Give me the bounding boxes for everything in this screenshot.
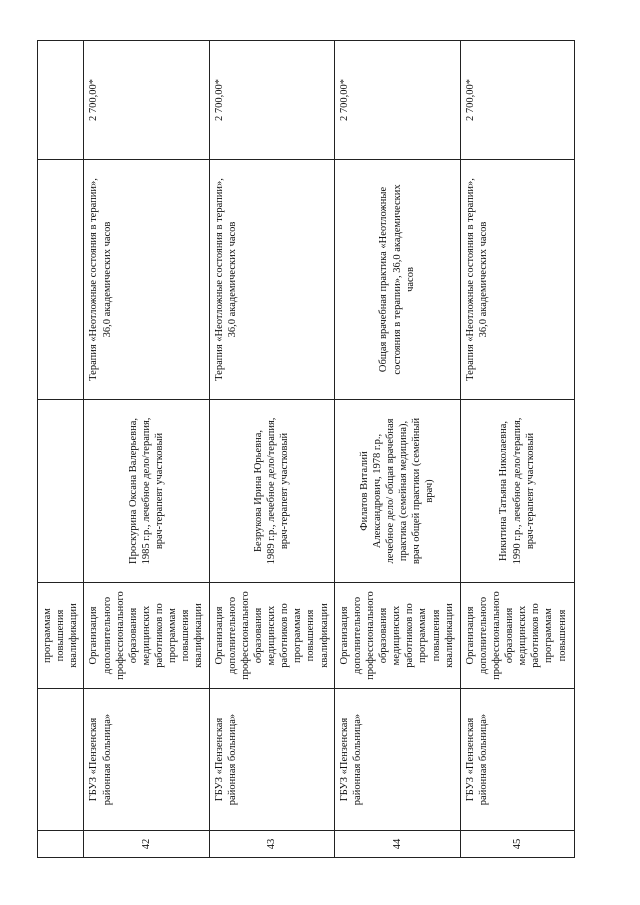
text-line: медицинских — [391, 605, 403, 666]
text-line: Организация — [88, 606, 100, 665]
text-line: 36,0 академических часов — [477, 221, 489, 338]
org-cell — [209, 689, 334, 831]
training-table — [37, 40, 575, 858]
text-line: районная больница» — [477, 713, 489, 806]
person-text — [358, 404, 437, 578]
cell-empty — [38, 689, 84, 831]
org-name — [213, 693, 239, 826]
text-line: программам — [543, 608, 555, 663]
text-line: дополнительного — [351, 596, 363, 675]
cell-empty — [38, 160, 84, 400]
text-line: районная больница» — [101, 713, 113, 806]
text-line: Терапия «Неотложные состояния в терапии», — [464, 178, 476, 381]
text-line: работников по — [154, 603, 165, 668]
text-line: квалификации — [68, 603, 80, 668]
cell-empty — [38, 400, 84, 583]
cell-empty — [38, 831, 84, 858]
row-number: 44 — [334, 831, 460, 858]
program-cell — [84, 583, 209, 689]
program-cell — [334, 583, 460, 689]
text-line: Организация — [338, 606, 350, 665]
text-line: повышения — [55, 609, 67, 662]
program-cell — [460, 583, 574, 689]
price-cell — [84, 41, 209, 160]
program-text — [87, 587, 205, 684]
table-row — [334, 41, 460, 858]
text-line: программам — [167, 608, 179, 663]
text-line: образования — [504, 607, 515, 664]
text-line: профессионального — [239, 591, 251, 680]
text-line: медицинских — [266, 605, 277, 666]
course-text — [377, 164, 416, 395]
text-line: ГБУЗ «Пензенская — [464, 717, 476, 802]
text-line: квалификации — [318, 603, 330, 668]
text-line: программам — [42, 608, 53, 663]
price-value: 2 700,00* — [464, 79, 476, 121]
course-cell — [209, 160, 334, 400]
text-line: врач общей практики (семейный — [411, 417, 423, 565]
text-line: профессионального — [364, 591, 376, 680]
text-line: Проскурина Оксана Валерьевна, — [127, 418, 139, 564]
text-line: Организация — [464, 606, 476, 665]
rotated-table-page — [37, 41, 568, 858]
person-cell — [334, 400, 460, 583]
text-line: лечебное дело/ общая врачебная — [385, 418, 396, 564]
course-cell — [460, 160, 574, 400]
course-text — [464, 164, 490, 395]
text-line: 1985 г.р., лечебное дело/терапия, — [140, 417, 152, 565]
text-line: повышения — [180, 609, 192, 662]
text-line: профессионального — [490, 591, 502, 680]
text-line: работников по — [404, 603, 416, 668]
price-cell — [460, 41, 574, 160]
person-cell — [460, 400, 574, 583]
text-line: образования — [378, 607, 389, 664]
person-text — [497, 404, 536, 578]
person-text — [127, 404, 166, 578]
text-line: образования — [252, 607, 264, 664]
row-number: 45 — [460, 831, 574, 858]
text-line: 1989 г.р., лечебное дело/терапия, — [266, 417, 277, 565]
text-line: практика (семейная медицина), — [398, 420, 410, 562]
text-line: Безрукова Ирина Юрьевна, — [252, 430, 264, 552]
program-tail-text — [41, 587, 80, 684]
text-line: Александрович, 1978 г.р., — [371, 433, 383, 549]
program-cell — [209, 583, 334, 689]
person-text — [252, 404, 291, 578]
text-line: Никитина Татьяна Николаевна, — [498, 421, 510, 561]
program-text — [338, 587, 456, 684]
program-text — [213, 587, 331, 684]
text-line: районная больница» — [226, 713, 238, 806]
text-line: 36,0 академических часов — [226, 221, 238, 338]
text-line: районная больница» — [351, 713, 363, 806]
text-line: медицинских — [140, 605, 152, 666]
text-line: дополнительного — [101, 596, 113, 675]
price-value: 2 700,00* — [338, 79, 350, 121]
text-line: 36,0 академических часов — [101, 221, 113, 338]
text-line: дополнительного — [226, 596, 238, 675]
price-value: 2 700,00* — [213, 79, 225, 121]
course-cell — [84, 160, 209, 400]
text-line: дополнительного — [477, 596, 489, 675]
course-cell — [334, 160, 460, 400]
course-text — [87, 164, 113, 395]
text-line: работников по — [279, 603, 291, 668]
price-cell — [209, 41, 334, 160]
org-name — [87, 693, 113, 826]
text-line: программам — [417, 608, 429, 663]
text-line: Общая врачебная практика «Неотложные — [378, 186, 390, 373]
text-line: врач-терапевт участковый — [524, 432, 536, 550]
text-line: ГБУЗ «Пензенская — [213, 717, 225, 802]
text-line: Организация — [213, 606, 225, 665]
person-cell — [84, 400, 209, 583]
text-line: повышения — [556, 609, 568, 662]
table-row — [460, 41, 574, 858]
text-line: повышения — [305, 609, 317, 662]
text-line: Терапия «Неотложные состояния в терапии», — [88, 178, 100, 381]
text-line: образования — [127, 607, 139, 664]
price-cell — [334, 41, 460, 160]
cell-empty — [38, 41, 84, 160]
table-row-top-fragment — [38, 41, 84, 858]
text-line: врач) — [424, 479, 436, 503]
program-text — [464, 587, 569, 684]
text-line: часов — [404, 267, 416, 292]
text-line: медицинских — [517, 605, 529, 666]
org-cell — [460, 689, 574, 831]
table-row — [84, 41, 209, 858]
cell-program-tail — [38, 583, 84, 689]
text-line: ГБУЗ «Пензенская — [88, 717, 100, 802]
text-line: работников по — [530, 603, 542, 668]
row-number: 43 — [209, 831, 334, 858]
text-line: программам — [292, 608, 304, 663]
org-cell — [334, 689, 460, 831]
row-number: 42 — [84, 831, 209, 858]
text-line: врач-терапевт участковый — [279, 432, 291, 550]
course-text — [213, 164, 239, 395]
person-cell — [209, 400, 334, 583]
table-row — [209, 41, 334, 858]
text-line: ГБУЗ «Пензенская — [338, 717, 350, 802]
text-line: квалификации — [193, 603, 205, 668]
price-value: 2 700,00* — [88, 79, 100, 121]
text-line: повышения — [430, 609, 442, 662]
org-name — [464, 693, 490, 826]
text-line: Филатов Виталий — [358, 451, 370, 531]
text-line: профессионального — [114, 591, 126, 680]
text-line: состояния в терапии», 36,0 академических — [391, 184, 403, 375]
org-cell — [84, 689, 209, 831]
text-line: врач-терапевт участковый — [154, 432, 165, 550]
text-line: 1990 г.р., лечебное дело/терапия, — [511, 417, 523, 565]
org-name — [338, 693, 364, 826]
text-line: квалификации — [443, 603, 455, 668]
text-line: Терапия «Неотложные состояния в терапии», — [213, 178, 225, 381]
